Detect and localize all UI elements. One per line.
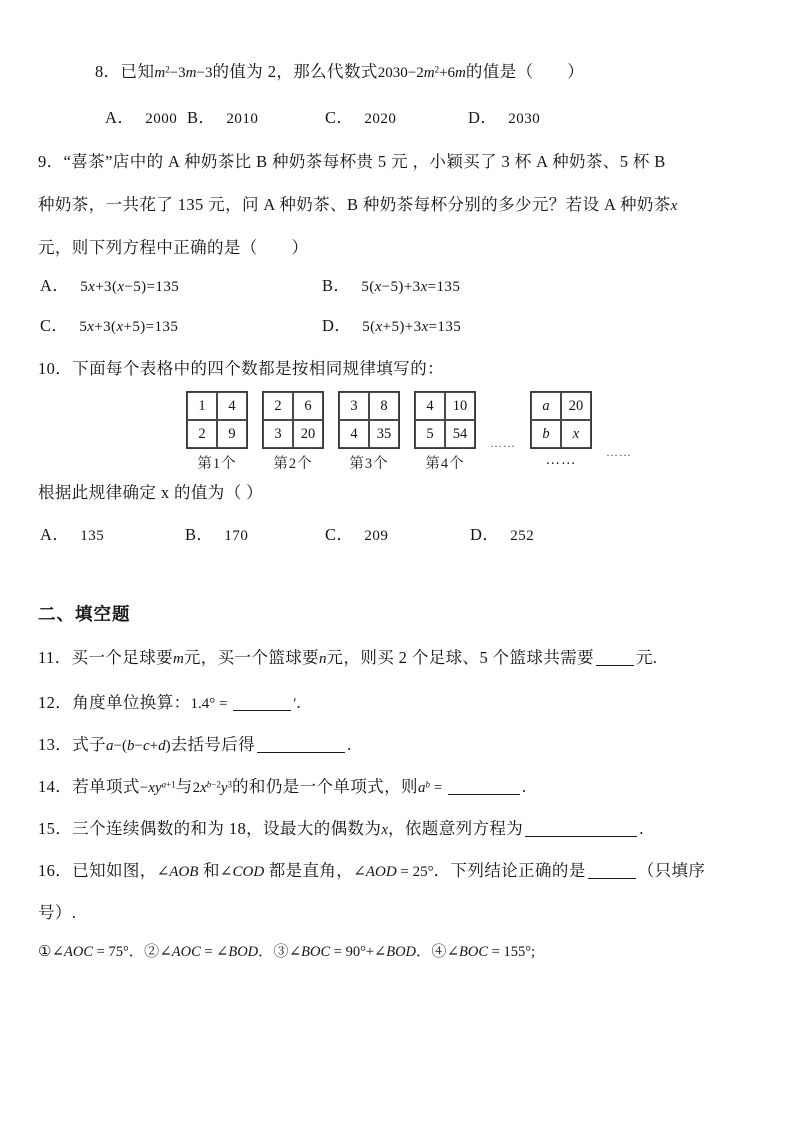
text-segment: 16．已知如图， [38, 861, 157, 880]
math-segment: x [670, 198, 678, 214]
option-value: 135 [80, 528, 105, 544]
text-segment: 元，买一个篮球要 [183, 648, 320, 667]
blank-underline [233, 709, 291, 711]
table-cell: x [561, 420, 591, 448]
option-value: 170 [224, 528, 249, 544]
question-8-stem [95, 61, 584, 84]
question-10-stem [38, 358, 444, 380]
pattern-table-grid [186, 391, 248, 449]
table-cell: 10 [445, 392, 475, 420]
text-segment: 的值为 2，那么代数式 [212, 62, 378, 81]
text-segment: . [296, 693, 302, 712]
q8-option-b [187, 107, 258, 130]
option-label: C． [325, 525, 354, 544]
math-segment: ∠AOC = 75° [51, 944, 129, 960]
math-segment: ∠COD [219, 864, 265, 880]
blank-underline [525, 835, 637, 837]
text-segment: 15．三个连续偶数的和为 18，设最大的偶数为 [38, 819, 382, 838]
math-segment: $2030-2m^2+6m$ [377, 64, 466, 81]
pattern-table-label: 第3个 [349, 456, 389, 472]
option-value: 2010 [226, 111, 259, 127]
table-cell: 54 [445, 420, 475, 448]
table-cell: 2 [263, 392, 293, 420]
question-9-line-3 [38, 237, 308, 259]
text-segment: 元，则买 2 个足球、5 个篮球共需要 [326, 648, 595, 667]
option-equation: 5(x−5)+3x=135 [361, 279, 461, 295]
q9-option-c [40, 315, 178, 338]
q10-option-c [325, 524, 388, 547]
option-label: D． [468, 108, 498, 127]
option-value: 209 [364, 528, 389, 544]
text-segment: ．下列结论正确的是 [433, 861, 586, 880]
table-cell: 9 [217, 420, 247, 448]
question-15 [38, 818, 644, 841]
option-label: A． [105, 108, 135, 127]
text-segment: . [521, 777, 527, 796]
pattern-table-grid [262, 391, 324, 449]
blank-underline [596, 664, 634, 666]
text-segment: 11．买一个足球要 [38, 648, 173, 667]
pattern-table-grid [530, 391, 592, 449]
option-label: A． [40, 276, 70, 295]
table-cell: b [531, 420, 561, 448]
question-9-line-1 [38, 151, 666, 173]
text-segment: ．④ [416, 944, 447, 960]
table-cell: 2 [187, 420, 217, 448]
q9-option-a [40, 275, 179, 298]
math-segment: ∠AOC = ∠BOD [159, 944, 259, 960]
q8-option-a [105, 107, 177, 130]
text-segment: ，依题意列方程为 [388, 819, 524, 838]
pattern-table-grid [338, 391, 400, 449]
q8-option-d [468, 107, 540, 130]
text-segment: 的和仍是一个单项式，则 [232, 777, 418, 796]
table-cell: 20 [561, 392, 591, 420]
text-segment: 去括号后得 [170, 735, 256, 754]
option-value: 252 [510, 528, 535, 544]
text-segment: 14．若单项式 [38, 777, 140, 796]
option-label: C． [325, 108, 354, 127]
table-cell: 4 [217, 392, 247, 420]
text-segment: 的值是（ ） [465, 62, 585, 81]
text-segment: ; [531, 944, 536, 960]
math-segment: m [173, 651, 184, 667]
pattern-table-label: …… [545, 452, 577, 468]
blank-underline [448, 793, 520, 795]
math-segment: ∠BOC = 90°+∠BOD [288, 944, 417, 960]
table-cell: 1 [187, 392, 217, 420]
q8-option-c [325, 107, 396, 130]
math-segment: $-xy^{a+1}$ [139, 779, 176, 796]
option-equation: 5(x+5)+3x=135 [362, 319, 462, 335]
pattern-tables-figure [186, 391, 632, 473]
question-16-line-2 [38, 902, 76, 924]
math-segment: a−(b−c+d) [106, 738, 171, 754]
question-9-line-2 [38, 194, 677, 217]
text-segment: . [347, 735, 352, 754]
table-cell: 3 [263, 420, 293, 448]
math-segment: ∠BOC = 155° [446, 944, 531, 960]
table-cell: 20 [293, 420, 323, 448]
math-segment: ∠AOD = 25° [353, 864, 434, 880]
table-cell: 4 [339, 420, 369, 448]
math-segment: $m^2-3m-3$ [154, 64, 213, 81]
text-segment: ① [38, 944, 52, 960]
option-label: B． [185, 525, 214, 544]
question-13 [38, 734, 352, 757]
table-cell: 35 [369, 420, 399, 448]
option-value: 2000 [145, 111, 178, 127]
text-segment: 8．已知 [95, 62, 155, 81]
text-segment: 号）. [38, 903, 77, 922]
option-label: A． [40, 525, 70, 544]
text-segment: 9．“喜茶”店中的 A 种奶茶比 B 种奶茶每杯贵 5 元 ，小颖买了 3 杯 A 种奶茶、5 杯 B [38, 152, 666, 171]
option-value: 2030 [508, 111, 541, 127]
text-segment: 元. [636, 648, 658, 667]
text-segment: . [639, 819, 644, 838]
text-segment: 与 [175, 777, 193, 796]
question-14 [38, 776, 526, 799]
math-segment: ′ [293, 696, 297, 712]
pattern-table [338, 391, 400, 473]
text-segment: ．③ [258, 944, 289, 960]
ellipsis-dots: …… [606, 445, 632, 459]
math-segment: n [319, 651, 327, 667]
text-segment: 种奶茶，一共花了 135 元，问 A 种奶茶、B 种奶茶每杯分别的多少元？若设 A 种奶茶 [38, 195, 671, 214]
pattern-table-label: 第4个 [425, 456, 465, 472]
table-cell: 5 [415, 420, 445, 448]
table-cell: 8 [369, 392, 399, 420]
ellipsis-dots: …… [490, 436, 516, 450]
text-segment: 10．下面每个表格中的四个数都是按相同规律填写的： [38, 359, 444, 378]
option-equation: 5x+3(x−5)=135 [80, 279, 180, 295]
section-2-title: 二、填空题 [38, 604, 131, 624]
text-segment: 都是直角， [264, 861, 354, 880]
text-segment: ．② [128, 944, 160, 960]
table-cell: 4 [415, 392, 445, 420]
pattern-table [530, 391, 592, 469]
question-12 [38, 692, 301, 715]
option-label: B． [187, 108, 216, 127]
text-segment: 和 [198, 861, 220, 880]
math-segment: ∠AOB [156, 864, 199, 880]
question-10-prompt [38, 482, 263, 504]
option-value: 2020 [364, 111, 397, 127]
pattern-table-grid [414, 391, 476, 449]
q10-option-d [470, 524, 534, 547]
math-segment: x [381, 822, 388, 838]
text-segment: 根据此规律确定 x 的值为（ ） [38, 483, 264, 502]
question-11 [38, 647, 657, 670]
table-cell: 3 [339, 392, 369, 420]
math-segment: $2x^{b-2}y^3$ [192, 779, 233, 796]
q10-option-b [185, 524, 248, 547]
text-segment: 元，则下列方程中正确的是（ ） [38, 238, 309, 257]
pattern-table-label: 第2个 [273, 456, 313, 472]
q10-option-a [40, 524, 104, 547]
math-segment: 1.4° = [190, 696, 232, 712]
option-label: C． [40, 316, 69, 335]
option-equation: 5x+3(x+5)=135 [79, 319, 179, 335]
option-label: B． [322, 276, 351, 295]
q9-option-b [322, 275, 460, 298]
pattern-table-label: 第1个 [197, 456, 237, 472]
q9-option-d [322, 315, 461, 338]
text-segment: 13．式子 [38, 735, 106, 754]
blank-underline [257, 751, 345, 753]
table-cell: a [531, 392, 561, 420]
text-segment: （只填序 [637, 861, 706, 880]
question-16-line-1 [38, 860, 705, 883]
pattern-table [262, 391, 324, 473]
text-segment: 12．角度单位换算： [38, 693, 191, 712]
table-cell: 6 [293, 392, 323, 420]
option-label: D． [470, 525, 500, 544]
option-label: D． [322, 316, 352, 335]
pattern-table [414, 391, 476, 473]
question-16-statements [38, 941, 536, 963]
pattern-table [186, 391, 248, 473]
blank-underline [588, 877, 636, 879]
math-segment: $a^b$ = [417, 779, 446, 796]
